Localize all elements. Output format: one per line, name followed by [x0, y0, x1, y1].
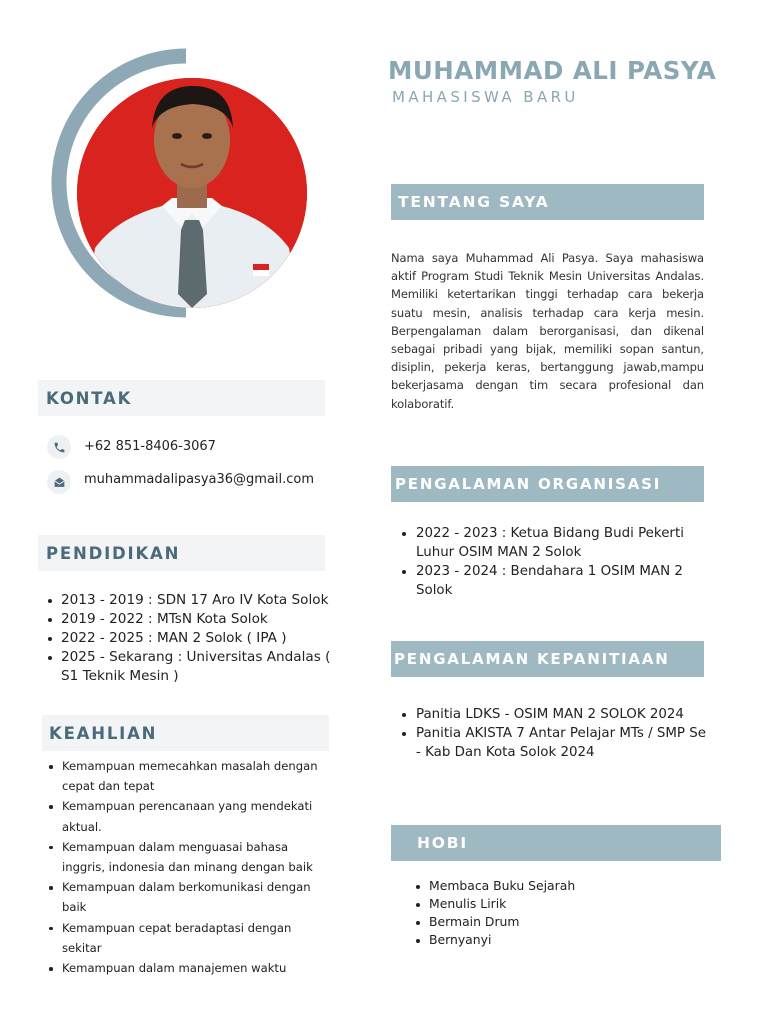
- list-item: Kemampuan perencanaan yang mendekati aktual.: [62, 796, 330, 836]
- list-item: 2025 - Sekarang : Universitas Andalas ( S1 Teknik Mesin ): [61, 648, 341, 686]
- candidate-role: MAHASISWA BARU: [392, 88, 579, 106]
- education-list: [61, 591, 341, 686]
- list-item: 2019 - 2022 : MTsN Kota Solok: [61, 610, 341, 629]
- profile-photo: [77, 78, 307, 308]
- envelope-icon: [47, 470, 71, 494]
- list-item: Panitia LDKS - OSIM MAN 2 SOLOK 2024: [416, 705, 706, 724]
- list-item: Kemampuan memecahkan masalah dengan cepat dan tepat: [62, 756, 330, 796]
- committee-list: [416, 705, 706, 762]
- list-item: 2022 - 2025 : MAN 2 Solok ( IPA ): [61, 629, 341, 648]
- organization-list: [416, 524, 716, 600]
- list-item: Kemampuan cepat beradaptasi dengan sekitar: [62, 918, 330, 958]
- contact-section-title: KONTAK: [38, 380, 325, 416]
- hobbies-section-title: HOBI: [391, 825, 721, 861]
- list-item: 2013 - 2019 : SDN 17 Aro IV Kota Solok: [61, 591, 341, 610]
- list-item: 2023 - 2024 : Bendahara 1 OSIM MAN 2 Solok: [416, 562, 716, 600]
- list-item: Membaca Buku Sejarah: [429, 877, 689, 895]
- education-section-title: PENDIDIKAN: [38, 535, 325, 571]
- candidate-name: MUHAMMAD ALI PASYA: [388, 56, 717, 85]
- about-paragraph: Nama saya Muhammad Ali Pasya. Saya mahasiswa aktif Program Studi Teknik Mesin Universitas Andalas. Memiliki ketertarikan tinggi terhadap cara bekerja suatu mesin, analisis terhadap cara kerja mesin. Berpengalaman dalam berorganisasi, dan dikenal sebagai pribadi yang bijak, memiliki sopan santun, disiplin, pekerja keras, bertanggung jawab,mampu bekerjasama dengan tim secara profesional dan kolaboratif.: [391, 251, 704, 411]
- hobbies-list: [429, 877, 689, 949]
- phone-number[interactable]: +62 851-8406-3067: [84, 439, 216, 454]
- email-link[interactable]: muhammadalipasya36@gmail.com: [84, 472, 315, 487]
- list-item: Bermain Drum: [429, 913, 689, 931]
- committee-section-title: PENGALAMAN KEPANITIAAN: [391, 641, 704, 677]
- phone-icon: [47, 435, 71, 459]
- list-item: Kemampuan dalam manajemen waktu: [62, 958, 330, 978]
- organization-section-title: PENGALAMAN ORGANISASI: [391, 466, 704, 502]
- list-item: Kemampuan dalam menguasai bahasa inggris, indonesia dan minang dengan baik: [62, 837, 330, 877]
- skills-list: [62, 756, 330, 978]
- list-item: 2022 - 2023 : Ketua Bidang Budi Pekerti Luhur OSIM MAN 2 Solok: [416, 524, 716, 562]
- list-item: Menulis Lirik: [429, 895, 689, 913]
- list-item: Panitia AKISTA 7 Antar Pelajar MTs / SMP Se - Kab Dan Kota Solok 2024: [416, 726, 706, 760]
- skills-section-title: KEAHLIAN: [42, 715, 329, 751]
- list-item: Bernyanyi: [429, 931, 689, 949]
- list-item: Kemampuan dalam berkomunikasi dengan baik: [62, 877, 330, 917]
- about-section-title: TENTANG SAYA: [391, 184, 704, 220]
